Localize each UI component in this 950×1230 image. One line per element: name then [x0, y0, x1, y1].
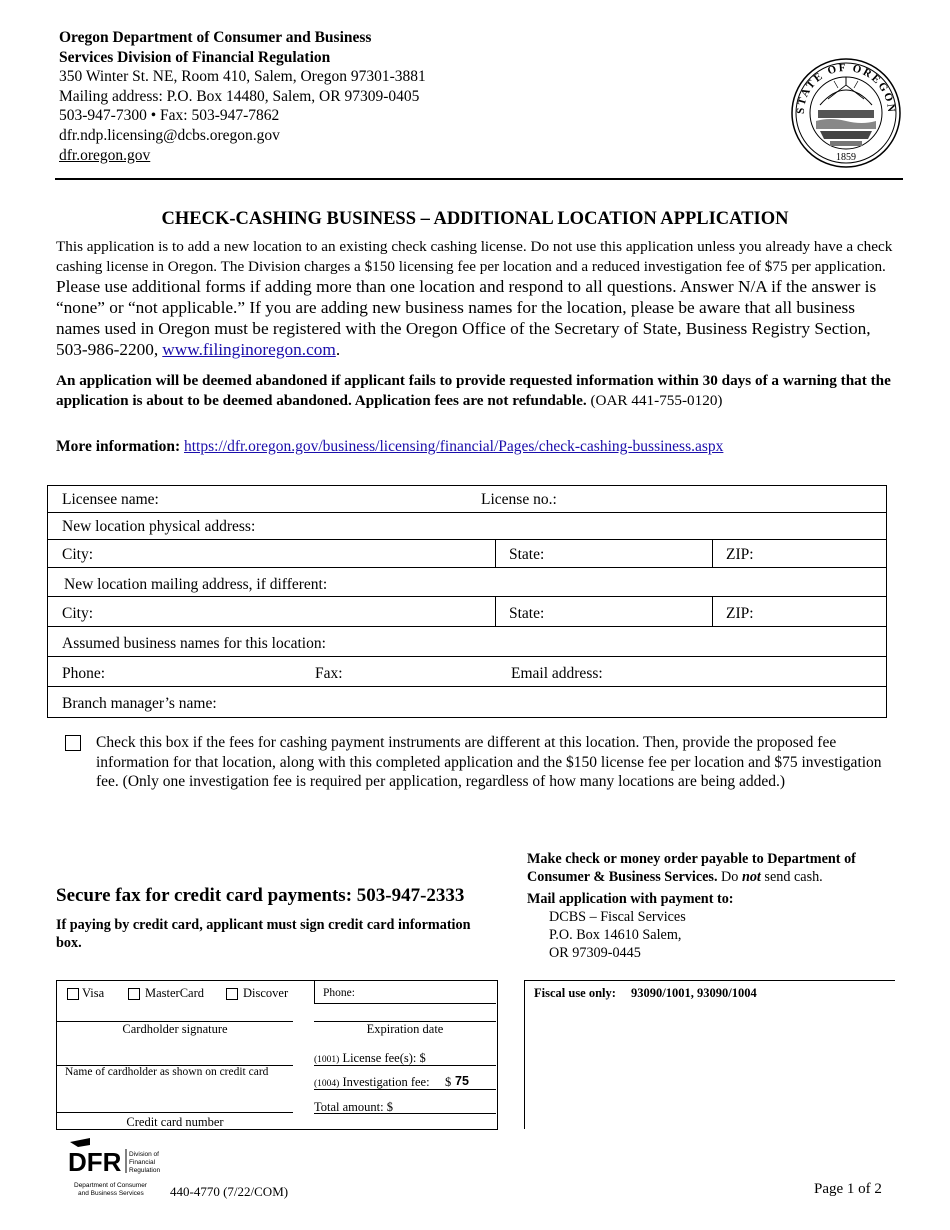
more-info-label: More information: — [56, 438, 181, 455]
state-label: State: — [509, 605, 545, 622]
intro-paragraph — [56, 237, 896, 360]
warning-bold-text: An application will be deemed abandoned if applicant fails to provide requested information within 30 days of a warning that the application is about to be deemed abandoned. Application fees are not refundable. — [56, 372, 891, 409]
zip-label: ZIP: — [726, 546, 754, 563]
mail-address-line1: DCBS – Fiscal Services — [549, 909, 686, 925]
page-title: CHECK-CASHING BUSINESS – ADDITIONAL LOCATION APPLICATION — [161, 209, 789, 229]
form-row-mailing-city[interactable] — [48, 597, 886, 627]
email-label: Email address: — [511, 665, 603, 682]
more-info-link[interactable]: https://dfr.oregon.gov/business/licensing/financial/Pages/check-cashing-bussiness.aspx — [184, 438, 724, 455]
total-amount-line[interactable] — [314, 1113, 496, 1114]
cc-phone-line[interactable] — [314, 1003, 496, 1004]
dfr-logo-text: DFR — [68, 1147, 122, 1177]
fiscal-use-label: Fiscal use only: — [534, 986, 616, 1000]
state-label: State: — [509, 546, 545, 563]
column-divider — [712, 597, 713, 626]
bullet-icon: • — [150, 107, 161, 125]
license-fee-label: License fee(s): $ — [342, 1051, 426, 1065]
agency-phone: 503-947-7300 — [59, 107, 147, 125]
payable-to — [527, 850, 907, 886]
different-fees-checkbox[interactable] — [65, 735, 81, 751]
page-number: Page 1 of 2 — [814, 1181, 882, 1197]
column-divider — [712, 540, 713, 567]
dfr-logo-icon — [66, 1137, 166, 1197]
investigation-fee-line — [314, 1089, 496, 1090]
card-number-label: Credit card number — [126, 1115, 224, 1129]
agency-name-line1: Oregon Department of Consumer and Business — [59, 29, 372, 46]
fiscal-codes: 93090/1001, 93090/1004 — [631, 986, 757, 1000]
discover-label: Discover — [243, 986, 289, 1000]
form-row-branch-manager[interactable] — [48, 687, 886, 717]
license-fee-row — [314, 1051, 426, 1066]
payable-not: not — [741, 869, 761, 885]
investigation-fee-row — [314, 1075, 430, 1090]
cc-phone-label: Phone: — [323, 987, 355, 999]
abandonment-warning — [56, 371, 896, 410]
street-address: 350 Winter St. NE, Room 410, Salem, Oregon 97301-3881 — [59, 68, 426, 86]
payment-instructions — [527, 850, 907, 962]
visa-label: Visa — [82, 986, 105, 1000]
mailing-address: Mailing address: P.O. Box 14480, Salem, OR 97309-0405 — [59, 87, 420, 105]
cardholder-signature-label: Cardholder signature — [122, 1022, 228, 1036]
form-number: 440-4770 (7/22/COM) — [170, 1184, 289, 1199]
agency-header — [59, 28, 426, 165]
physical-address-label: New location physical address: — [62, 518, 256, 535]
agency-website-link[interactable]: dfr.oregon.gov — [59, 146, 151, 164]
warning-oar-ref: (OAR 441-755-0120) — [586, 391, 723, 409]
license-number-label: License no.: — [481, 491, 557, 508]
name-on-card-label: Name of cardholder as shown on credit card — [65, 1066, 269, 1078]
seal-text-top: STATE OF OREGON — [794, 61, 898, 115]
visa-checkbox[interactable] — [67, 988, 79, 1000]
city-label: City: — [62, 546, 94, 563]
form-row-physical-city[interactable] — [48, 540, 886, 568]
logo-dept2: and Business Services — [78, 1190, 144, 1197]
intro-period: . — [335, 340, 341, 359]
state-seal-icon — [790, 55, 902, 170]
payable-end: send cash. — [760, 869, 823, 885]
payable-do: Do — [717, 869, 742, 885]
column-divider — [495, 540, 496, 567]
filing-in-oregon-link[interactable]: www.filinginoregon.com — [162, 340, 336, 359]
intro-text-part2: Please use additional forms if adding more than one location and respond to all questions. Answer N/A if the answer is “none” or “not applicable.” If you are adding new business names for the location, please be aware that all business names used in Oregon must be registered with the Oregon Office of the Secretary of State, Business Registry Section, 503-986-2200, — [56, 277, 877, 359]
investigation-fee-amount: 75 — [455, 1074, 469, 1088]
form-row-physical-address[interactable] — [48, 513, 886, 540]
mail-label: Mail application with payment to: — [527, 891, 734, 907]
license-fee-line[interactable] — [314, 1065, 496, 1066]
mail-address-line3: OR 97309-0445 — [549, 945, 641, 961]
city-label: City: — [62, 605, 94, 622]
form-row-contact[interactable] — [48, 657, 886, 687]
form-row-business-names[interactable] — [48, 627, 886, 657]
investigation-fee-code: (1004) — [314, 1079, 340, 1089]
phone-label: Phone: — [62, 665, 106, 682]
seal-year: 1859 — [836, 152, 856, 163]
investigation-fee-label: Investigation fee: — [342, 1075, 430, 1089]
logo-dept1: Department of Consumer — [74, 1182, 147, 1189]
fax-label: Fax: — [315, 665, 343, 682]
agency-fax: Fax: 503-947-7862 — [160, 107, 280, 125]
logo-sub3: Regulation — [129, 1167, 161, 1174]
expiration-date-label: Expiration date — [366, 1022, 444, 1036]
branch-manager-label: Branch manager’s name: — [62, 695, 217, 712]
credit-card-box — [56, 980, 498, 1130]
mastercard-label: MasterCard — [145, 986, 205, 1000]
form-row-mailing-address[interactable] — [48, 568, 886, 597]
logo-sub2: Financial — [129, 1159, 156, 1166]
card-number-line[interactable] — [57, 1112, 293, 1113]
form-row-licensee[interactable] — [48, 486, 886, 513]
total-amount-label: Total amount: $ — [314, 1100, 393, 1114]
different-fees-text: Check this box if the fees for cashing payment instruments are different at this location. Then, provide the proposed fee information for that location, along with this completed application and the $150 license fee per location and $75 investigation fee. (Only one investigation fee is required per application, regardless of how many locations are being added.) — [96, 734, 882, 790]
discover-checkbox[interactable] — [226, 988, 238, 1000]
logo-sub1: Division of — [129, 1151, 159, 1158]
mastercard-checkbox[interactable] — [128, 988, 140, 1000]
license-fee-code: (1001) — [314, 1055, 340, 1065]
header-rule — [55, 178, 903, 180]
business-names-label: Assumed business names for this location: — [62, 635, 326, 652]
payable-bold: Make check or money order payable to Department of Consumer & Business Services. — [527, 851, 856, 885]
secure-fax-heading: Secure fax for credit card payments: 503-947-2333 — [56, 885, 465, 906]
zip-label: ZIP: — [726, 605, 754, 622]
fiscal-use-box — [524, 980, 895, 1129]
intro-text-part1: This application is to add a new location to an existing check cashing license. Do not use this application unless you already have a check cashing license in Oregon. The Division charges a $150 licensing fee per location and a reduced investigation fee of $75 per application. — [56, 238, 893, 275]
phone-divider — [314, 981, 315, 1003]
more-information — [56, 438, 916, 456]
phone-fax-line — [59, 106, 426, 126]
mail-address-line2: P.O. Box 14610 Salem, — [549, 927, 682, 943]
agency-name-line2: Services Division of Financial Regulation — [59, 48, 331, 66]
location-form — [47, 485, 887, 718]
credit-card-note: If paying by credit card, applicant must sign credit card information box. — [56, 917, 471, 951]
licensee-name-label: Licensee name: — [62, 491, 159, 508]
investigation-dollar-sign: $ — [445, 1075, 452, 1089]
mailing-address-label: New location mailing address, if different: — [64, 576, 328, 593]
column-divider — [495, 597, 496, 626]
agency-email[interactable]: dfr.ndp.licensing@dcbs.oregon.gov — [59, 126, 280, 144]
